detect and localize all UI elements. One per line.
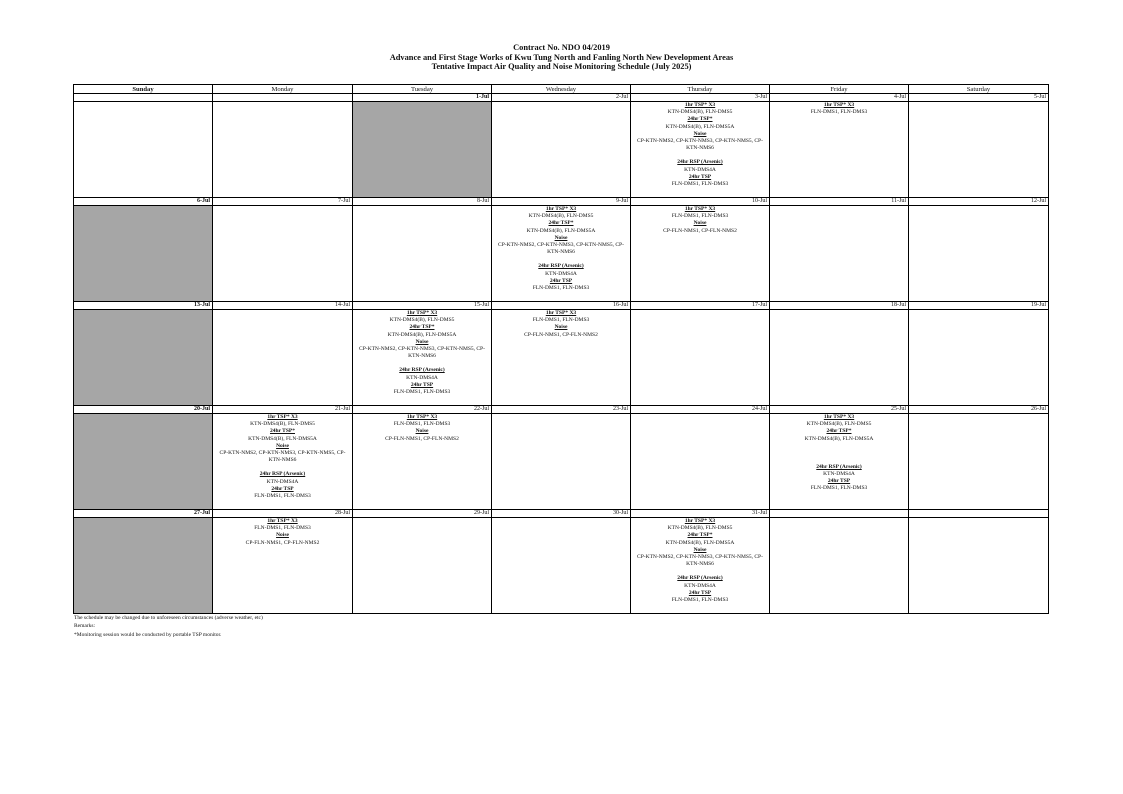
day-cell <box>353 406 492 510</box>
monitoring-stations: FLN-DMS1, FLN-DMS3 <box>254 525 311 532</box>
monitoring-type-heading: 1hr TSP* X3 <box>406 414 438 420</box>
day-date <box>909 510 1048 518</box>
day-cell <box>631 510 770 614</box>
day-cell <box>74 302 213 406</box>
non-working-day-shade <box>74 310 212 405</box>
day-cell <box>213 198 353 302</box>
monitoring-type-heading: 24hr RSP (Arsenic) <box>677 575 723 582</box>
day-cell <box>909 510 1049 614</box>
monitoring-type-heading: 24hr TSP <box>688 173 712 180</box>
monitoring-stations: KTN-DMS4(B), FLN-DMS5 <box>667 109 733 116</box>
monitoring-entries <box>770 102 908 116</box>
week-row <box>74 510 1049 614</box>
day-cell <box>74 406 213 510</box>
monitoring-type-heading: 24hr RSP (Arsenic) <box>399 367 445 374</box>
day-date: 26-Jul <box>909 406 1048 414</box>
day-date: 28-Jul <box>213 510 352 518</box>
entry-spacer <box>771 443 907 450</box>
monitoring-stations: KTN-DMS4(B), FLN-DMS5 <box>389 317 455 324</box>
monitoring-type-heading: 1hr TSP* X3 <box>406 310 438 316</box>
monitoring-stations: FLN-DMS1, FLN-DMS3 <box>810 485 868 492</box>
week-row <box>74 302 1049 406</box>
day-date: 21-Jul <box>213 406 352 414</box>
day-cell <box>353 94 492 198</box>
monitoring-type-heading: 24hr TSP* <box>687 532 713 539</box>
monitoring-type-heading: 24hr TSP <box>410 381 434 388</box>
monitoring-stations: FLN-DMS1, FLN-DMS3 <box>254 493 311 500</box>
weekday-monday: Monday <box>213 85 353 94</box>
monitoring-stations: KTN-DMS4(B), FLN-DMS5 <box>528 213 594 220</box>
day-cell <box>492 302 631 406</box>
day-date <box>213 94 352 102</box>
monitoring-stations: FLN-DMS1, FLN-DMS3 <box>671 181 729 188</box>
monitoring-type-heading: 24hr RSP (Arsenic) <box>677 159 723 166</box>
monitoring-stations: CP-KTN-NMS2, CP-KTN-NMS3, CP-KTN-NMS5, CP-KTN-NMS6 <box>637 138 763 152</box>
monitoring-entries <box>213 414 352 500</box>
monitoring-stations: KTN-DMS4(B), FLN-DMS5A <box>387 331 457 338</box>
day-cell <box>909 198 1049 302</box>
monitoring-entries <box>213 518 352 547</box>
weekday-header-row <box>74 85 1049 94</box>
monitoring-stations: CP-KTN-NMS2, CP-KTN-NMS3, CP-KTN-NMS5, CP-KTN-NMS6 <box>219 450 346 464</box>
weekday-wednesday: Wednesday <box>492 85 631 94</box>
day-cell <box>74 198 213 302</box>
monitoring-stations: CP-FLN-NMS1, CP-FLN-NMS2 <box>663 227 737 234</box>
monitoring-type-heading: 1hr TSP* X3 <box>545 206 577 212</box>
day-date: 9-Jul <box>492 198 630 206</box>
monitoring-type-heading: Noise <box>554 234 568 241</box>
day-date: 17-Jul <box>631 302 769 310</box>
day-date: 18-Jul <box>770 302 908 310</box>
day-cell <box>770 198 909 302</box>
day-date: 5-Jul <box>909 94 1048 102</box>
monitoring-type-heading: 1hr TSP* X3 <box>823 102 855 108</box>
week-row <box>74 406 1049 510</box>
monitoring-entries <box>631 102 769 188</box>
monitoring-stations: FLN-DMS1, FLN-DMS3 <box>393 421 451 428</box>
schedule-change-note: The schedule may be changed due to unforeseen circumstances (adverse weather, etc) <box>74 615 263 621</box>
monitoring-type-heading: Noise <box>693 546 707 553</box>
monitoring-stations: CP-KTN-NMS2, CP-KTN-NMS3, CP-KTN-NMS5, CP-KTN-NMS6 <box>359 346 485 360</box>
day-date: 13-Jul <box>74 302 212 310</box>
day-date: 11-Jul <box>770 198 908 206</box>
entry-spacer <box>771 457 907 464</box>
weekday-tuesday: Tuesday <box>353 85 492 94</box>
non-working-day-shade <box>74 414 212 509</box>
day-date: 3-Jul <box>631 94 769 102</box>
day-cell <box>631 198 770 302</box>
monitoring-stations: KTN-DMS4A <box>823 471 855 478</box>
monitoring-entries <box>492 310 630 339</box>
day-cell <box>213 302 353 406</box>
monitoring-stations: KTN-DMS4A <box>684 582 716 589</box>
contract-number: Contract No. NDO 04/2019 <box>513 43 610 52</box>
monitoring-type-heading: 24hr TSP* <box>548 220 574 227</box>
monitoring-type-heading: 1hr TSP* X3 <box>684 518 716 524</box>
day-date: 19-Jul <box>909 302 1048 310</box>
monitoring-type-heading: 1hr TSP* X3 <box>267 414 298 420</box>
monitoring-stations: KTN-DMS4(B), FLN-DMS5A <box>804 435 874 442</box>
portable-monitor-note: *Monitoring session would be conducted by portable TSP monitor. <box>74 631 222 638</box>
monitoring-stations: KTN-DMS4A <box>406 374 438 381</box>
day-cell <box>492 406 631 510</box>
weekday-thursday: Thursday <box>631 85 770 94</box>
remarks-label: Remarks: <box>74 623 96 630</box>
day-date: 25-Jul <box>770 406 908 414</box>
monitoring-stations: KTN-DMS4(B), FLN-DMS5A <box>665 123 735 130</box>
day-cell <box>631 406 770 510</box>
non-working-day-shade <box>353 102 491 197</box>
monitoring-type-heading: 1hr TSP* X3 <box>823 414 855 420</box>
monitoring-stations: KTN-DMS4A <box>545 270 577 277</box>
day-date: 20-Jul <box>74 406 212 414</box>
monitoring-type-heading: 1hr TSP* X3 <box>684 206 716 212</box>
monitoring-stations: CP-FLN-NMS1, CP-FLN-NMS2 <box>385 435 459 442</box>
week-row <box>74 94 1049 198</box>
monitoring-type-heading: Noise <box>415 428 429 435</box>
monitoring-stations: KTN-DMS4A <box>266 478 299 485</box>
day-date: 10-Jul <box>631 198 769 206</box>
monitoring-type-heading: Noise <box>693 220 707 227</box>
document-header <box>0 43 1123 72</box>
day-date: 8-Jul <box>353 198 491 206</box>
day-cell <box>353 302 492 406</box>
day-date: 31-Jul <box>631 510 769 518</box>
monitoring-stations: CP-KTN-NMS2, CP-KTN-NMS3, CP-KTN-NMS5, CP-KTN-NMS6 <box>637 554 763 568</box>
day-cell <box>909 302 1049 406</box>
monitoring-type-heading: 24hr TSP <box>271 485 294 492</box>
day-date: 6-Jul <box>74 198 212 206</box>
day-date: 29-Jul <box>353 510 491 518</box>
day-cell <box>631 302 770 406</box>
monitoring-type-heading: Noise <box>276 532 289 539</box>
monitoring-stations: FLN-DMS1, FLN-DMS3 <box>532 285 590 292</box>
day-date <box>74 94 212 102</box>
weekday-sunday: Sunday <box>74 85 213 94</box>
day-date: 22-Jul <box>353 406 491 414</box>
monitoring-entries <box>353 414 491 443</box>
day-date: 14-Jul <box>213 302 352 310</box>
day-cell <box>492 94 631 198</box>
monitoring-type-heading: 24hr RSP (Arsenic) <box>816 463 862 470</box>
day-cell <box>353 198 492 302</box>
monitoring-stations: KTN-DMS4(B), FLN-DMS5 <box>667 525 733 532</box>
footer-notes <box>74 614 263 639</box>
day-date: 30-Jul <box>492 510 630 518</box>
day-cell <box>213 94 353 198</box>
monitoring-type-heading: 24hr RSP (Arsenic) <box>538 263 584 270</box>
monitoring-stations: FLN-DMS1, FLN-DMS3 <box>393 389 451 396</box>
day-date: 16-Jul <box>492 302 630 310</box>
day-date: 15-Jul <box>353 302 491 310</box>
day-cell <box>213 406 353 510</box>
monitoring-type-heading: Noise <box>554 324 568 331</box>
day-cell <box>213 510 353 614</box>
monitoring-type-heading: 24hr TSP* <box>269 428 295 435</box>
day-cell <box>74 510 213 614</box>
monitoring-type-heading: 24hr TSP* <box>826 428 852 435</box>
day-date: 4-Jul <box>770 94 908 102</box>
monitoring-type-heading: Noise <box>415 338 429 345</box>
day-cell <box>631 94 770 198</box>
calendar-table <box>73 84 1049 614</box>
monitoring-stations: CP-FLN-NMS1, CP-FLN-NMS2 <box>245 539 320 546</box>
day-date: 27-Jul <box>74 510 212 518</box>
monitoring-type-heading: 24hr TSP* <box>687 116 713 123</box>
monitoring-stations: KTN-DMS4(B), FLN-DMS5 <box>806 421 872 428</box>
monitoring-type-heading: 1hr TSP* X3 <box>267 518 298 524</box>
day-cell <box>770 406 909 510</box>
day-cell <box>492 198 631 302</box>
monitoring-stations: FLN-DMS1, FLN-DMS3 <box>532 317 590 324</box>
project-title: Advance and First Stage Works of Kwu Tung North and Fanling North New Development Areas <box>389 52 734 62</box>
weekday-friday: Friday <box>770 85 909 94</box>
monitoring-type-heading: Noise <box>276 442 289 449</box>
day-cell <box>770 302 909 406</box>
monitoring-type-heading: 24hr TSP* <box>409 324 435 331</box>
week-row <box>74 198 1049 302</box>
monitoring-type-heading: 24hr TSP <box>827 478 851 485</box>
monitoring-type-heading: 24hr TSP <box>688 589 712 596</box>
day-date: 1-Jul <box>353 94 491 102</box>
monitoring-stations: KTN-DMS4(B), FLN-DMS5A <box>248 435 317 442</box>
weekday-saturday: Saturday <box>909 85 1049 94</box>
entry-spacer <box>771 450 907 457</box>
monitoring-stations: KTN-DMS4(B), FLN-DMS5 <box>250 421 315 428</box>
monitoring-stations: CP-FLN-NMS1, CP-FLN-NMS2 <box>524 331 598 338</box>
day-date: 23-Jul <box>492 406 630 414</box>
non-working-day-shade <box>74 518 212 613</box>
day-date: 24-Jul <box>631 406 769 414</box>
day-date: 2-Jul <box>492 94 630 102</box>
monitoring-type-heading: 24hr RSP (Arsenic) <box>259 471 306 478</box>
monitoring-stations: CP-KTN-NMS2, CP-KTN-NMS3, CP-KTN-NMS5, CP-KTN-NMS6 <box>498 242 624 256</box>
monitoring-entries <box>770 414 908 493</box>
day-cell <box>770 510 909 614</box>
monitoring-entries <box>353 310 491 396</box>
monitoring-entries <box>492 206 630 292</box>
monitoring-entries <box>631 206 769 235</box>
day-cell <box>770 94 909 198</box>
monitoring-entries <box>631 518 769 604</box>
day-cell <box>492 510 631 614</box>
day-cell <box>74 94 213 198</box>
monitoring-stations: FLN-DMS1, FLN-DMS3 <box>671 213 729 220</box>
day-date: 12-Jul <box>909 198 1048 206</box>
monitoring-type-heading: Noise <box>693 130 707 137</box>
non-working-day-shade <box>74 206 212 301</box>
monitoring-stations: KTN-DMS4(B), FLN-DMS5A <box>526 227 596 234</box>
monitoring-stations: KTN-DMS4A <box>684 166 716 173</box>
day-cell <box>909 406 1049 510</box>
day-date: 7-Jul <box>213 198 352 206</box>
day-cell <box>353 510 492 614</box>
monitoring-stations: FLN-DMS1, FLN-DMS3 <box>810 109 868 116</box>
monitoring-stations: KTN-DMS4(B), FLN-DMS5A <box>665 539 735 546</box>
day-date <box>770 510 908 518</box>
monitoring-type-heading: 24hr TSP <box>549 277 573 284</box>
monitoring-type-heading: 1hr TSP* X3 <box>684 102 716 108</box>
day-cell <box>909 94 1049 198</box>
schedule-title: Tentative Impact Air Quality and Noise Monitoring Schedule (July 2025) <box>431 62 692 72</box>
monitoring-stations: FLN-DMS1, FLN-DMS3 <box>671 597 729 604</box>
monitoring-type-heading: 1hr TSP* X3 <box>545 310 577 316</box>
